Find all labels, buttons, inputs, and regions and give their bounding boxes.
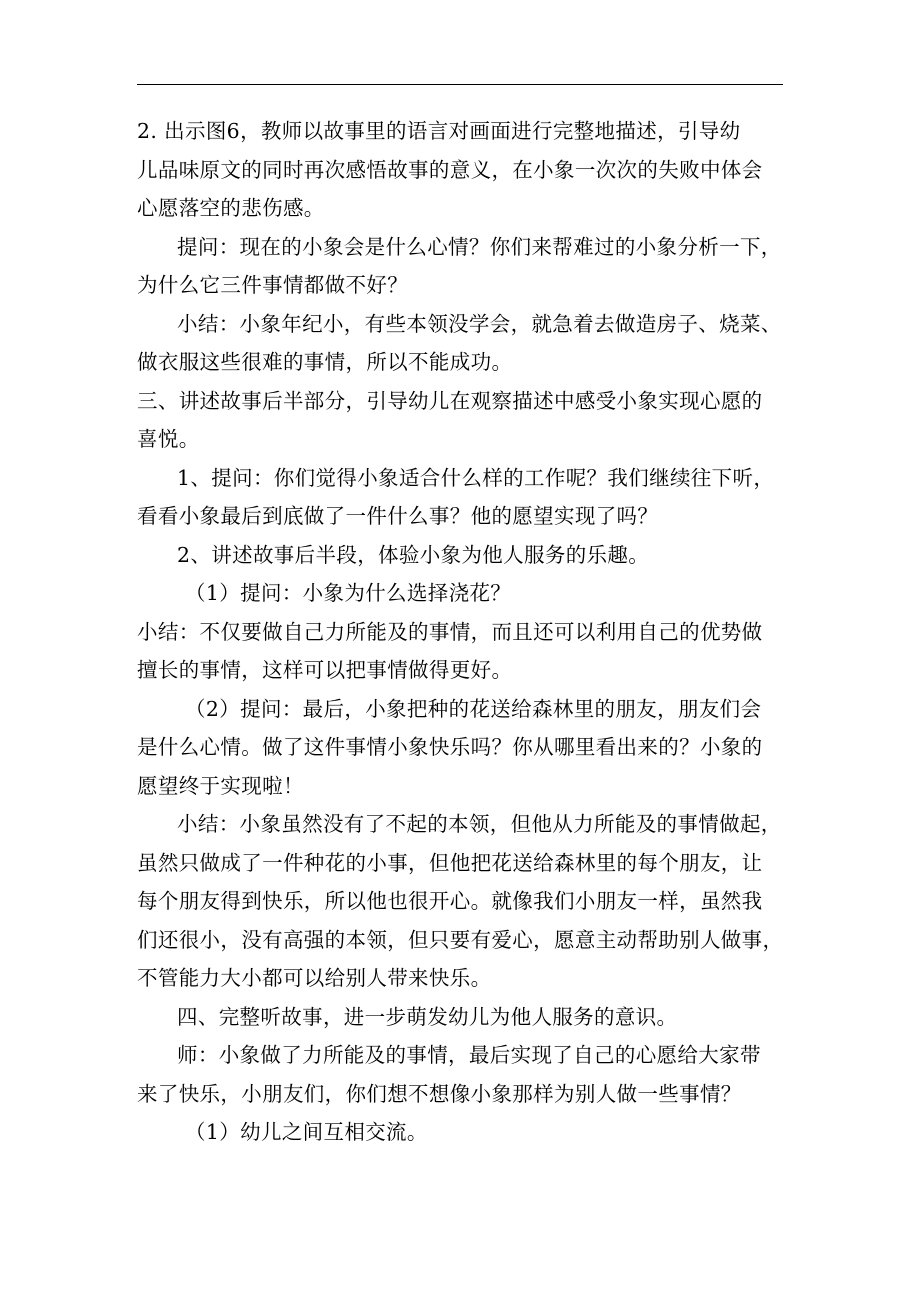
text-line: 喜悦。 [137,427,200,451]
text-line: 们还很小，没有高强的本领，但只要有爱心，愿意主动帮助别人做事， [137,927,784,952]
text-line: （2）提问：最后，小象把种的花送给森林里的朋友，朋友们会 [185,696,762,721]
text-line: 不管能力大小都可以给别人带来快乐。 [137,966,492,990]
section-heading: 四、完整听故事，进一步萌发幼儿为他人服务的意识。 [177,1004,678,1029]
text-line: 师：小象做了力所能及的事情，最后实现了自己的心愿给大家带 [177,1043,761,1067]
text-line: 心愿落空的悲伤感。 [137,196,325,220]
text-line: 小结：小象虽然没有了不起的本领，但他从力所能及的事情做起， [177,812,782,836]
text-line: 小结：小象年纪小，有些本领没学会，就急着去做造房子、烧菜、 [177,311,782,336]
header-rule [137,84,783,85]
text-line: 虽然只做成了一件种花的小事，但他把花送给森林里的每个朋友，让 [137,850,763,875]
text-line: 1、提问：你们觉得小象适合什么样的工作呢？我们继续往下听， [177,465,775,490]
text-line: 小结：不仅要做自己力所能及的事情，而且还可以利用自己的优势做 [137,619,763,644]
text-line: 提问：现在的小象会是什么心情？你们来帮难过的小象分析一下， [177,234,782,259]
text-line: 儿品味原文的同时再次感悟故事的意义，在小象一次次的失败中体会 [137,157,763,182]
text-line: （1）幼儿之间互相交流。 [185,1120,428,1144]
text-line: 来了快乐，小朋友们，你们想不想像小象那样为别人做一些事情？ [137,1081,742,1106]
document-body [137,112,787,1152]
section-heading: 三、讲述故事后半部分，引导幼儿在观察描述中感受小象实现心愿的 [137,388,763,413]
text-line: 愿望终于实现啦！ [137,773,304,798]
text-line: 擅长的事情，这样可以把事情做得更好。 [137,658,513,682]
text-line: 为什么它三件事情都做不好？ [137,273,409,297]
text-line: （1）提问：小象为什么选择浇花？ [185,581,512,605]
text-line: 每个朋友得到快乐，所以他也很开心。就像我们小朋友一样，虽然我 [137,889,763,913]
text-line: 做衣服这些很难的事情，所以不能成功。 [137,350,513,374]
text-line: 是什么心情。做了这件事情小象快乐吗？你从哪里看出来的？小象的 [137,735,763,759]
text-line: 看看小象最后到底做了一件什么事？他的愿望实现了吗？ [137,504,659,528]
text-line: 2、讲述故事后半段，体验小象为他人服务的乐趣。 [177,542,650,567]
text-line: 2. 出示图6，教师以故事里的语言对画面进行完整地描述，引导幼 [137,119,741,143]
